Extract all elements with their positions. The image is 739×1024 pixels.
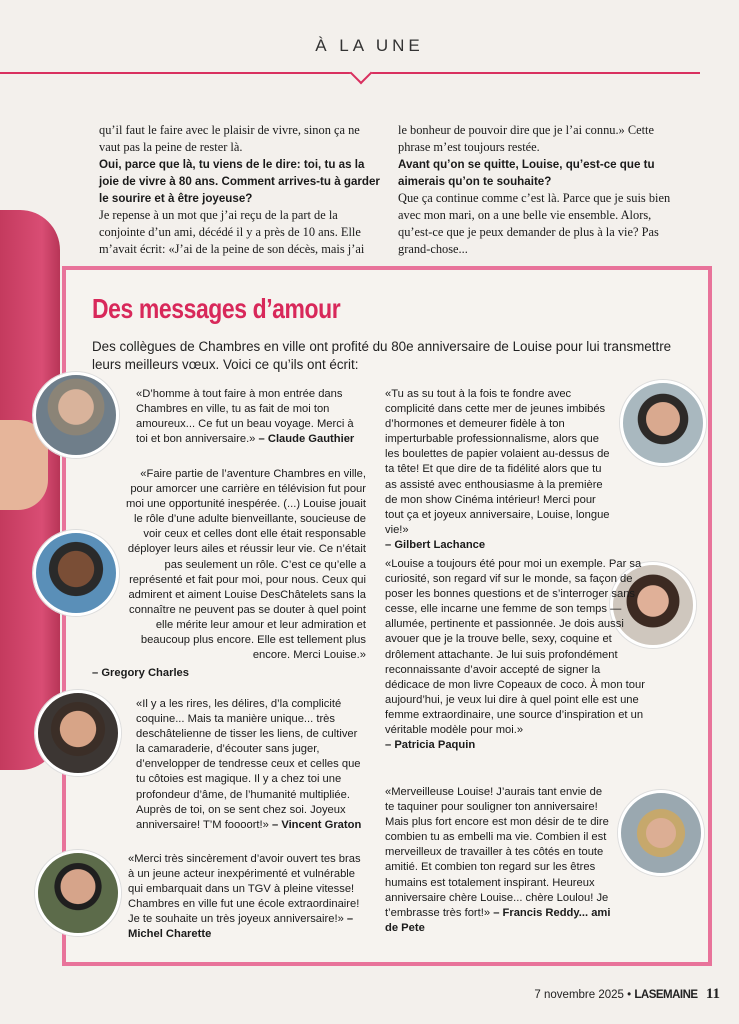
- header-chevron: [350, 62, 373, 85]
- message-text: «D’homme à tout faire à mon entrée dans Chambres en ville, tu as fait de moi ton amoureux... Ce fut un beau voyage. Merci à toi et bon anniversaire.»: [136, 388, 354, 446]
- message-gregory-charles-author: [92, 666, 342, 681]
- footer-separator: •: [627, 989, 632, 1001]
- interview-column-right: [398, 122, 680, 258]
- portrait-michel-charette: [35, 850, 121, 936]
- interview-paragraph: le bonheur de pouvoir dire que je l’ai connu.» Cette phrase m’est toujours restée.: [398, 123, 654, 154]
- message-claude-gauthier: [136, 387, 360, 447]
- message-gregory-charles: [116, 467, 366, 663]
- interview-paragraph: qu’il faut le faire avec le plaisir de vivre, sinon ça ne vaut pas la peine de rester là.: [99, 123, 360, 154]
- message-text: «Merveilleuse Louise! J’aurais tant envie de te taquiner pour souligner ton anniversaire! Mais plus fort encore est mon désir de te dire combien tu as embelli ma vie. Combien il est merveilleux de travailler à tes côtés en toute amitié. Et combien ton regard sur les êtres humains est totalement inspirant. Heureux anniversaire chère Louise... chère Loulou! Je t’embrasse très fort!»: [385, 786, 609, 919]
- interview-paragraph: Que ça continue comme c’est là. Parce que je suis bien avec mon mari, on a une belle vie ensemble. Alors, qu’est-ce que je peux demander de plus à la vie? Pas grand-chose...: [398, 191, 671, 256]
- portrait-vincent-graton: [35, 690, 121, 776]
- message-author: – Michel Charette: [128, 913, 354, 941]
- message-author: – Gilbert Lachance: [385, 538, 486, 551]
- message-patricia-paquin: [385, 557, 645, 753]
- portrait-gregory-charles: [33, 530, 119, 616]
- message-francis-reddy: [385, 785, 613, 936]
- interview-column-left: [99, 122, 381, 258]
- message-text: «Tu as su tout à la fois te fondre avec complicité dans cette mer de jeunes imbibés d’hormones et demeurer fidèle à ton imperturbable professionnalisme, alors que les boulettes de papier volaient au-dessus de ta tête! Et que dire de ta fidélité alors que tu as assisté avec enthousiasme à la première de mon show Cinéma intérieur! Merci pour tout ça et joyeux anniversaire, Louise, longue vie!»: [385, 388, 610, 536]
- message-author: – Francis Reddy... ami de Pete: [385, 906, 611, 934]
- message-author: – Patricia Paquin: [385, 739, 476, 752]
- portrait-claude-gauthier: [33, 372, 119, 458]
- message-author: – Gregory Charles: [92, 667, 190, 679]
- page-footer: [520, 986, 720, 1003]
- page-header: [0, 0, 739, 90]
- issue-date: 7 novembre 2025: [534, 989, 624, 1001]
- message-michel-charette: [128, 852, 364, 943]
- message-text: «Faire partie de l’aventure Chambres en ville, pour amorcer une carrière en télévision fut pour moi une opportunité inespérée. (...) Louise jouait le rôle d’une adulte bienveillante, soucieuse de voir ceux et celles dont elle était responsable déployer leurs ailes et réussir leur vie. Ce n’était pas seulement un rôle. C’est ce qu’elle a représenté et fait pour moi, pour nous. Ceux qui admirent et aiment Louise DesChâtelets sans la connaître ne peuvent pas se douter à quel point elle mérite leur amour et leur admiration et beaucoup plus encore. Elle est tellement plus encore. Merci Louise.»: [125, 468, 366, 662]
- portrait-francis-reddy: [618, 790, 704, 876]
- box-intro: Des collègues de Chambres en ville ont profité du 80e anniversaire de Louise pour lui transmettre leurs meilleurs vœux. Voici ce qu’ils ont écrit:: [92, 339, 672, 372]
- message-vincent-graton: [136, 697, 364, 833]
- page-number: 11: [705, 986, 720, 1002]
- message-text: «Il y a les rires, les délires, d’la complicité coquine... Mais ta manière unique... très deschâtelienne de tisser les liens, de cultiver la camaraderie, d’écouter sans juger, d’envelopper de tendresse ceux et celles que tu côtoies est magique. Il y a chez toi une profondeur d’âme, de l’humanité multipliée. Auprès de toi, on se sent chez soi. Joyeux anniversaire! T’M foooort!»: [136, 698, 361, 831]
- magazine-brand: LASEMAINE: [634, 989, 698, 1001]
- portrait-gilbert-lachance: [620, 380, 706, 466]
- interview-paragraph: Je repense à un mot que j’ai reçu de la part de la conjointe d’un ami, décédé il y a près de 10 ans. Elle m’avait écrit: «J’ai de la peine de son décès, mais j’ai: [99, 208, 365, 256]
- message-text: «Merci très sincèrement d’avoir ouvert tes bras à un jeune acteur inexpérimenté et vulnérable qui embarquait dans un TGV à pleine vitesse! Chambres en ville fut une école extraordinaire! Je te souhaite un très joyeux anniversaire!»: [128, 853, 361, 926]
- box-title: Des messages d’amour: [92, 293, 341, 324]
- interview-question: Oui, parce que là, tu viens de le dire: toi, tu as la joie de vivre à 80 ans. Comment arrives-tu à garder le sourire et à être joyeuse?: [99, 158, 380, 205]
- interview-question: Avant qu’on se quitte, Louise, qu’est-ce que tu aimerais qu’on te souhaite?: [398, 158, 655, 188]
- message-author: – Claude Gauthier: [258, 433, 355, 446]
- message-gilbert-lachance: [385, 387, 613, 553]
- message-author: – Vincent Graton: [271, 818, 362, 831]
- section-title: À LA UNE: [315, 36, 424, 55]
- message-text: «Louise a toujours été pour moi un exemple. Par sa curiosité, son regard vif sur le monde, sa façon de poser les bonnes questions et de s’interroger sans cesse, elle incarne une femme de son temps — allumée, pertinente et passionnée. Je dois aussi avouer que je la trouve belle, sexy, coquine et drôlement attachante. Je lui suis profondément reconnaissante d’avoir accepté de signer la dédicace de mon livre Copeaux de coco. À mon tour aujourd’hui, je veux lui dire à quel point elle est une femme extraordinaire, une source d’inspiration et un véritable modèle pour moi.»: [385, 558, 645, 737]
